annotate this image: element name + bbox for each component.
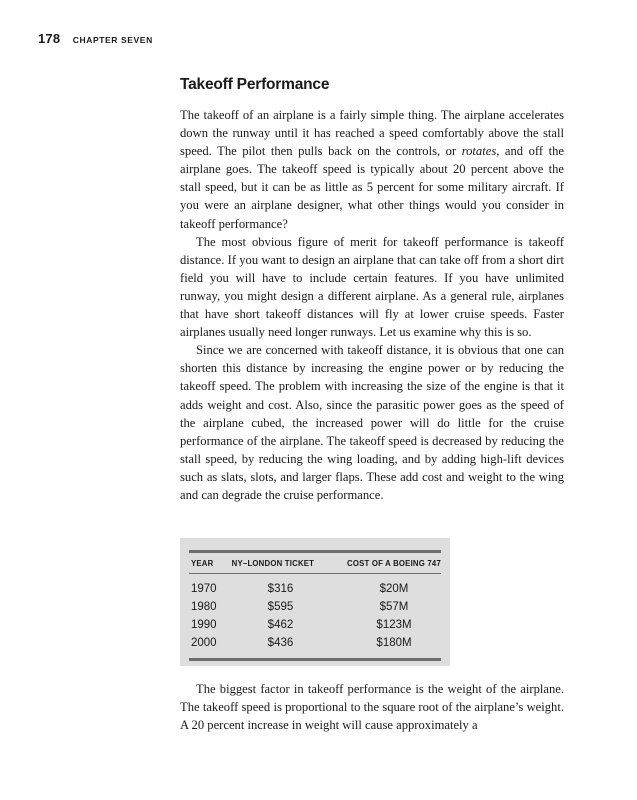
cell-year: 1980 bbox=[191, 601, 217, 613]
running-head bbox=[38, 30, 153, 48]
table-row bbox=[189, 598, 441, 616]
main-text-column bbox=[180, 76, 564, 504]
paragraph-1 bbox=[180, 106, 564, 233]
table-header-row bbox=[189, 553, 441, 573]
page-number: 178 bbox=[38, 31, 61, 46]
cell-ticket: $436 bbox=[267, 637, 294, 649]
continued-text-column bbox=[180, 680, 564, 734]
column-header-ticket: NY–LONDON TICKET bbox=[231, 559, 315, 568]
paragraph-1-part-1: The takeoff of an airplane is a fairly simple thing. The airplane accelerates down the runway until it has reached a speed comfortably above the stall speed. The pilot then pulls back on the controls, or bbox=[180, 108, 564, 159]
cell-ticket: $462 bbox=[267, 619, 294, 631]
cost-comparison-table-box bbox=[180, 538, 450, 666]
table-row bbox=[189, 634, 441, 652]
column-header-boeing-cost: COST OF A BOEING 747 bbox=[347, 559, 441, 568]
cell-boeing-cost: $180M bbox=[376, 637, 412, 649]
cell-boeing-cost: $57M bbox=[379, 601, 409, 613]
column-header-year: YEAR bbox=[191, 559, 214, 568]
table-row bbox=[189, 574, 441, 598]
cell-year: 1970 bbox=[191, 583, 217, 595]
cell-boeing-cost: $123M bbox=[376, 619, 412, 631]
section-heading: Takeoff Performance bbox=[180, 76, 330, 93]
paragraph-4: The biggest factor in takeoff performance is the weight of the airplane. The takeoff speed is proportional to the square root of the airplane’s weight. A 20 percent increase in weight will cause approximately a bbox=[180, 682, 564, 733]
cell-year: 1990 bbox=[191, 619, 217, 631]
paragraph-3: Since we are concerned with takeoff distance, it is obvious that one can shorten this distance by increasing the engine power or by reducing the takeoff speed. The problem with increasing the size of the engine is that it adds weight and cost. Also, since the parasitic power goes as the speed of the airplane cubed, the increased power will do little for the cruise performance of the airplane. The takeoff speed is decreased by reducing the stall speed, by reducing the wing loading, and by adding high-lift devices such as slats, slots, and larger flaps. These add cost and weight to the wing and can degrade the cruise performance. bbox=[180, 343, 564, 502]
italic-term-rotates: rotates, bbox=[461, 144, 500, 159]
cell-ticket: $316 bbox=[267, 583, 294, 595]
table-row bbox=[189, 616, 441, 634]
cost-comparison-table bbox=[189, 553, 441, 652]
chapter-label: CHAPTER SEVEN bbox=[72, 35, 153, 45]
table-bottom-rule bbox=[189, 658, 441, 661]
cell-year: 2000 bbox=[191, 637, 217, 649]
paragraph-2: The most obvious figure of merit for takeoff performance is takeoff distance. If you want to design an airplane that can take off from a short dirt field you will have to include certain features. If you have unlimited runway, you might design a different airplane. As a general rule, airplanes that have short takeoff distances will fly at lower cruise speeds. Faster airplanes usually need longer runways. Let us examine why this is so. bbox=[180, 234, 564, 340]
cell-boeing-cost: $20M bbox=[379, 583, 409, 595]
cell-ticket: $595 bbox=[267, 601, 294, 613]
paragraph-1-part-2: and off the airplane goes. The takeoff speed is typically about 20 percent above the stall speed, but it can be as little as 5 percent for some military aircraft. If you were an airplane designer, what other things would you consider in takeoff performance? bbox=[180, 144, 564, 231]
